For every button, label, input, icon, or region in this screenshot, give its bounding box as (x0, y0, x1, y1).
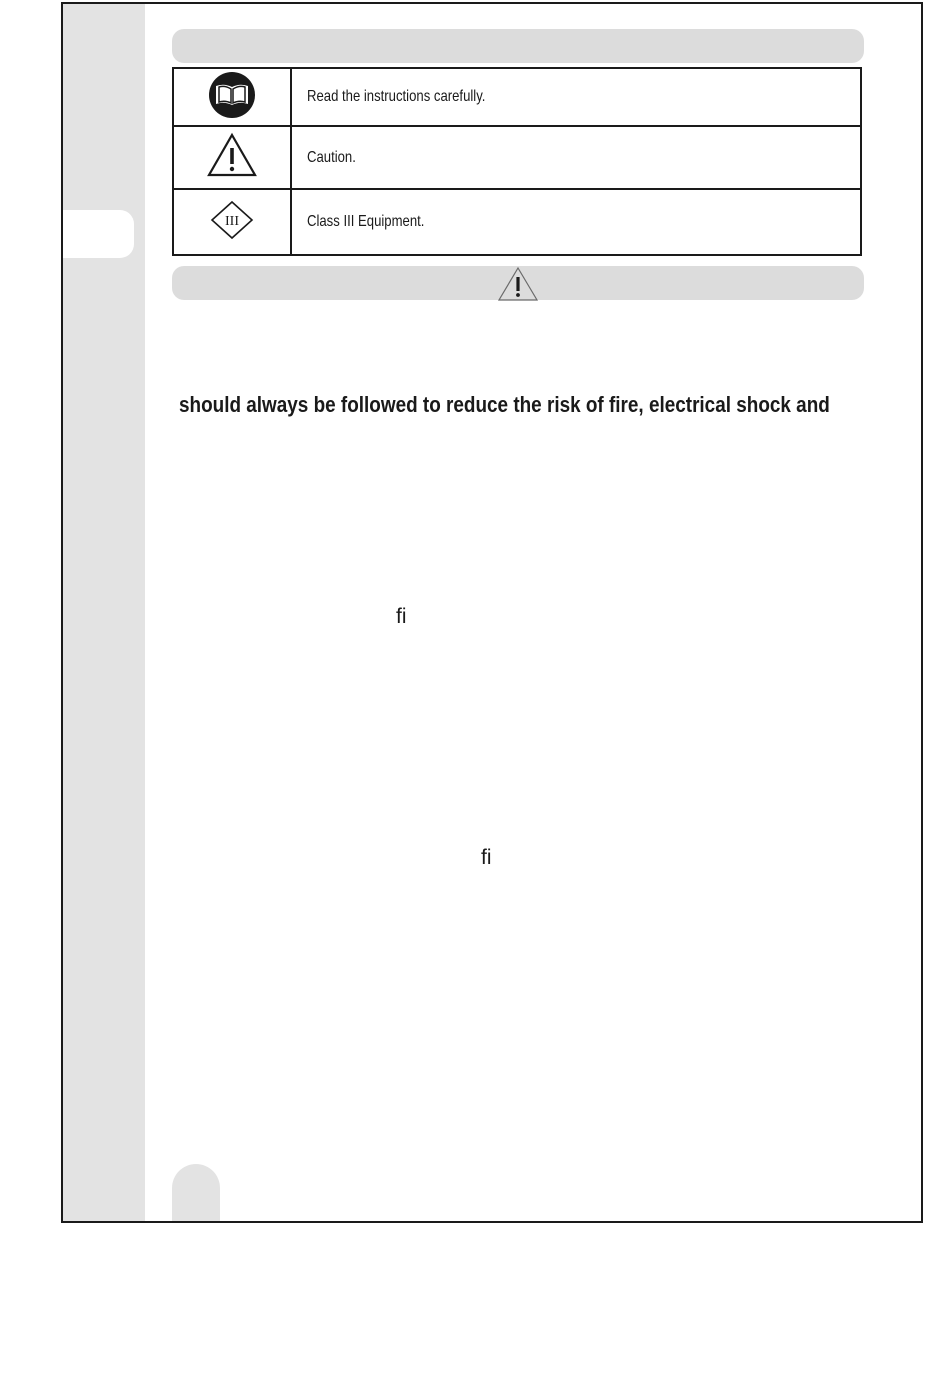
table-row (173, 68, 861, 126)
icon-cell (173, 68, 291, 126)
page-frame (61, 2, 923, 1223)
caution-text: Caution. (307, 148, 356, 166)
text-fragment: ﬁ (481, 846, 492, 869)
symbol-description (291, 68, 861, 126)
text-fragment: ﬁ (396, 605, 407, 628)
read-instructions-text: Read the instructions carefully. (307, 88, 486, 105)
icon-cell (173, 189, 291, 255)
icon-cell (173, 126, 291, 189)
class-iii-diamond-icon (210, 200, 254, 240)
table-row (173, 126, 861, 189)
safety-warning-text: should always be followed to reduce the risk of fire, electrical shock and (179, 392, 830, 417)
caution-triangle-icon (206, 132, 258, 178)
symbols-table (172, 67, 862, 256)
side-band (63, 4, 145, 1221)
warning-section-bar (172, 266, 864, 300)
side-section-tab (63, 210, 134, 258)
page-number-tab (172, 1164, 220, 1221)
symbol-description (291, 126, 861, 189)
read-manual-icon (208, 71, 256, 119)
class-iii-label: III (225, 213, 239, 229)
table-row (173, 189, 861, 255)
warning-triangle-icon (496, 265, 540, 303)
class-iii-text: Class III Equipment. (307, 213, 425, 230)
symbols-header-bar (172, 29, 864, 63)
symbol-description (291, 189, 861, 255)
